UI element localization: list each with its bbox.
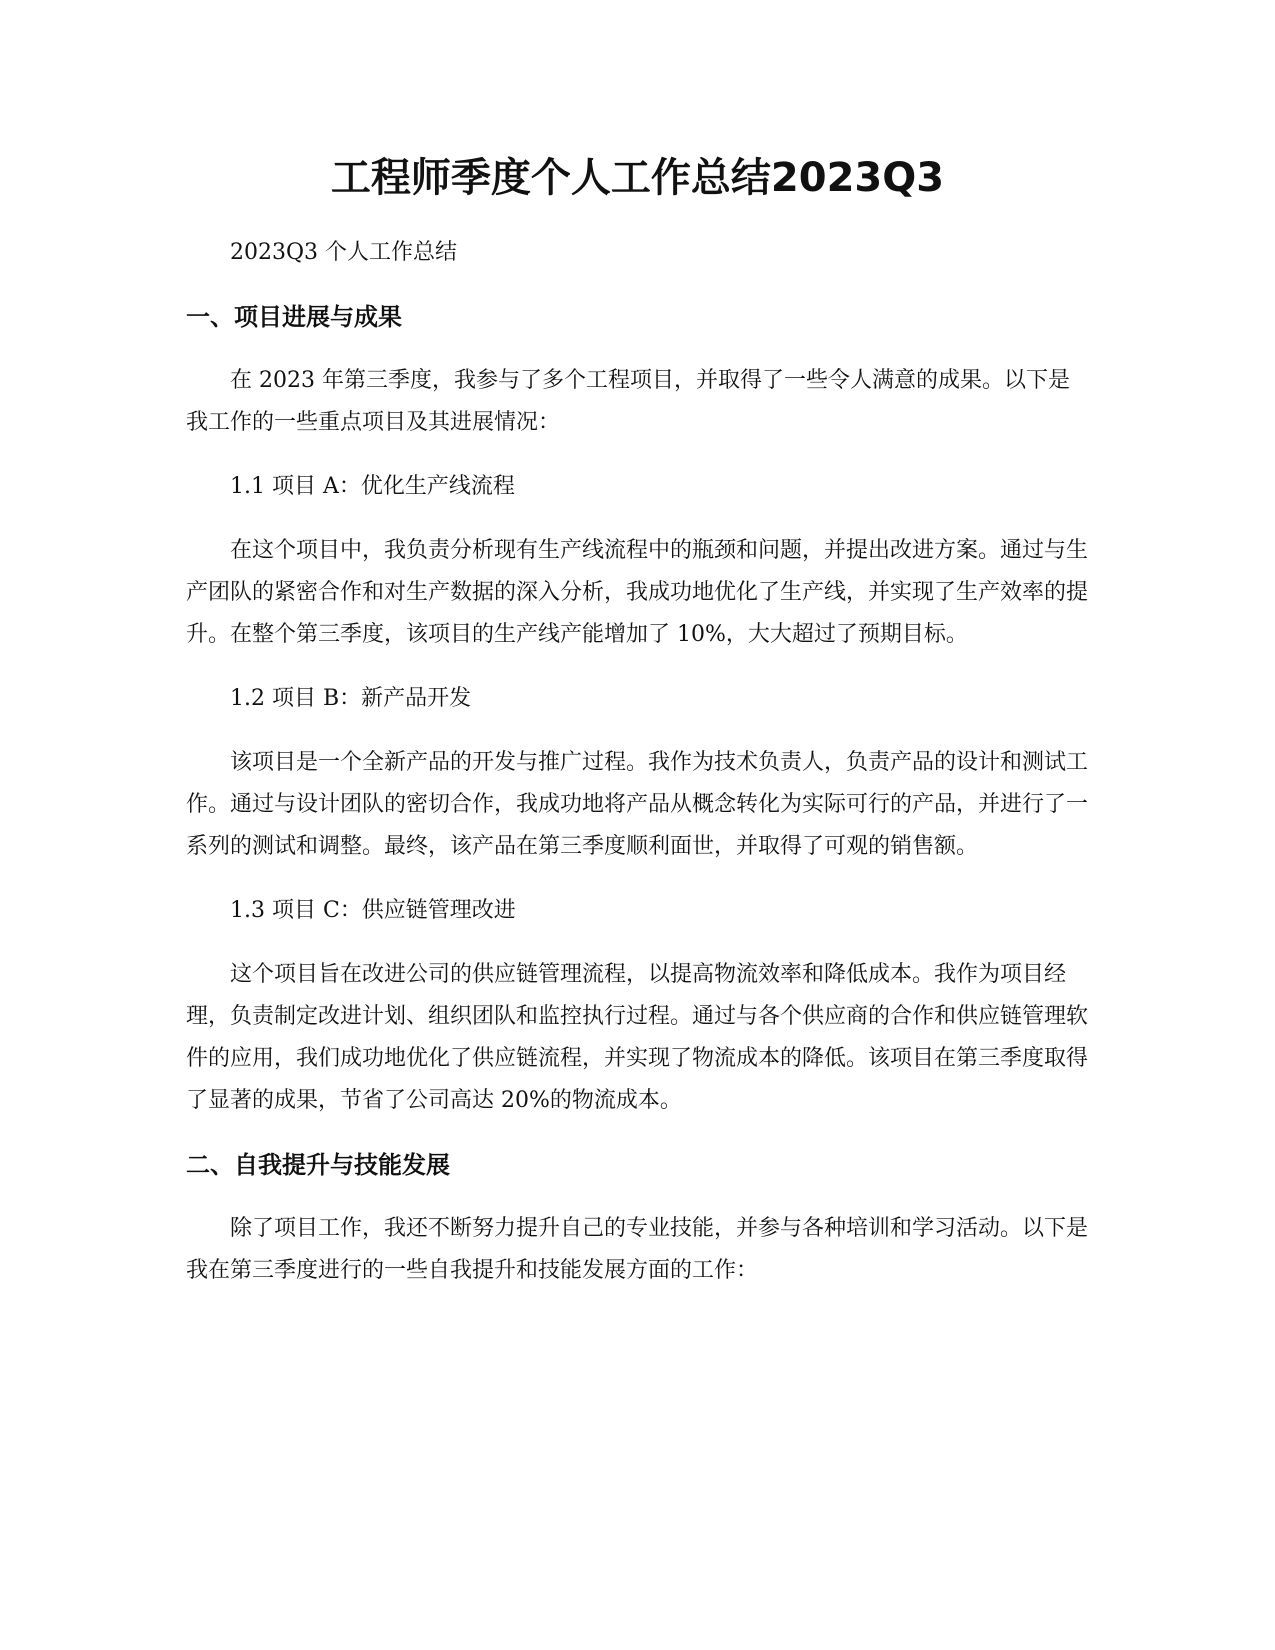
- page-title: 工程师季度个人工作总结2023Q3: [330, 155, 945, 201]
- project-c-heading: 1.3 项目 C：供应链管理改进: [230, 898, 516, 923]
- project-c-body: 这个项目旨在改进公司的供应链管理流程，以提高物流效率和降低成本。我作为项目经理，负责制定改进计划、组织团队和监控执行过程。通过与各个供应商的合作和供应链管理软件的应用，我们成功地优化了供应链流程，并实现了物流成本的降低。该项目在第三季度取得了显著的成果，节省了公司高达 20%的物流成本。: [186, 962, 1089, 1113]
- subtitle: 2023Q3 个人工作总结: [230, 240, 458, 265]
- section-heading-1: 一、项目进展与成果: [186, 303, 402, 331]
- project-b-body: 该项目是一个全新产品的开发与推广过程。我作为技术负责人，负责产品的设计和测试工作。通过与设计团队的密切合作，我成功地将产品从概念转化为实际可行的产品，并进行了一系列的测试和调整。最终，该产品在第三季度顺利面世，并取得了可观的销售额。: [186, 750, 1089, 859]
- project-a-heading: 1.1 项目 A：优化生产线流程: [230, 474, 515, 499]
- project-a-body: 在这个项目中，我负责分析现有生产线流程中的瓶颈和问题，并提出改进方案。通过与生产团队的紧密合作和对生产数据的深入分析，我成功地优化了生产线，并实现了生产效率的提升。在整个第三季度，该项目的生产线产能增加了 10%，大大超过了预期目标。: [186, 538, 1089, 647]
- project-b-heading: 1.2 项目 B：新产品开发: [230, 686, 472, 711]
- section-heading-2: 二、自我提升与技能发展: [186, 1151, 450, 1179]
- section-2-intro: 除了项目工作，我还不断努力提升自己的专业技能，并参与各种培训和学习活动。以下是我在第三季度进行的一些自我提升和技能发展方面的工作：: [186, 1216, 1089, 1283]
- section-1-intro: 在 2023 年第三季度，我参与了多个工程项目，并取得了一些令人满意的成果。以下是我工作的一些重点项目及其进展情况：: [186, 368, 1070, 435]
- document-body: [186, 232, 1091, 1314]
